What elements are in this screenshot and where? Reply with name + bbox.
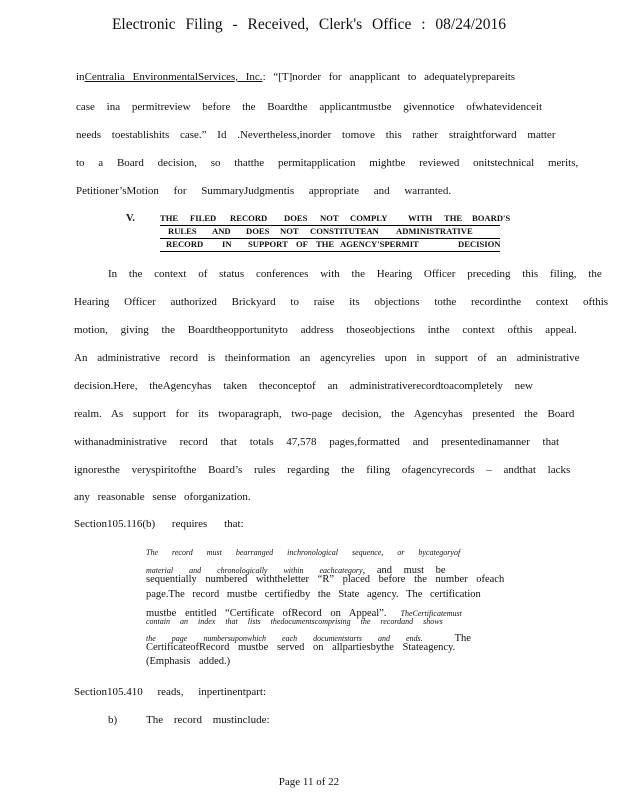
citation-intro: Section105.116(b) requires that:: [74, 518, 244, 530]
list-item-label: b): [108, 714, 118, 726]
quote-line: page.The record mustbe certifiedby the State agency. The certification: [146, 589, 481, 600]
body-line: Hearing Officer authorized Brickyard to raise its objections tothe recordinthe context ofthis: [74, 296, 609, 308]
body-line: any reasonable sense oforganization.: [74, 491, 251, 503]
heading-row: RULES AND DOES NOT CONSTITUTEAN ADMINISTRATIVE: [160, 226, 500, 239]
body-line: Petitioner’sMotion for SummaryJudgmentis appropriate and warranted.: [76, 185, 452, 197]
heading-row: RECORD IN SUPPORT OF THE AGENCY'SPERMIT DECISION: [160, 239, 500, 252]
quote-line: CertificateofRecord mustbe served on allpartiesbythe Stateagency.: [146, 642, 456, 653]
quote-line: material and chronologically within eachcategory, and must be: [146, 565, 446, 576]
body-line: motion, giving the Boardtheopportunityto address thoseobjections inthe context ofthis appeal.: [74, 324, 577, 336]
section-number: V.: [126, 213, 135, 224]
body-line: In the context of status conferences with the Hearing Officer preceding this filing, the: [108, 268, 602, 280]
quote-line: the page numbersuponwhich each documentstarts and ends. The: [146, 633, 471, 644]
document-header: Electronic Filing - Received, Clerk's Office : 08/24/2016: [111, 16, 507, 33]
case-citation: Centralia EnvironmentalServices, Inc.: [84, 71, 263, 83]
body-line: to a Board decision, so thatthe permitapplication mightbe reviewed onitstechnical merits,: [76, 157, 579, 169]
body-line: An administrative record is theinformation an agencyrelies upon in support of an administrative: [74, 352, 580, 364]
body-line: inCentralia EnvironmentalServices, Inc.: “[T]norder for anapplicant to adequatelyprepareits: [76, 71, 516, 83]
heading-row: THE FILED RECORD DOES NOT COMPLY WITH THE BOARD'S: [160, 213, 500, 226]
quote-line: (Emphasis added.): [146, 656, 231, 667]
body-line: case ina permitreview before the Boardthe applicantmustbe givennotice ofwhatevidenceit: [76, 101, 543, 113]
body-line: decision.Here, theAgencyhas taken theconceptof an administrativerecordtoacompletely new: [74, 380, 534, 392]
quote-line: The record must bearranged inchronological sequence, or bycategoryof: [146, 548, 461, 557]
page-number: Page 11 of 22: [278, 776, 340, 788]
list-item-text: The record mustinclude:: [146, 714, 270, 726]
citation-intro: Section105.410 reads, inpertinentpart:: [74, 686, 267, 698]
section-heading: [160, 213, 511, 252]
quote-line: mustbe entitled “Certificate ofRecord on Appeal”. TheCertificatemust: [146, 608, 462, 619]
body-line: withanadministrative record that totals 47,578 pages,formatted and presentedinamanner that: [74, 436, 560, 448]
body-line: ignoresthe veryspiritofthe Board’s rules regarding the filing ofagencyrecords – andthat lacks: [74, 464, 571, 476]
quote-line: sequentially numbered withtheletter “R” placed before the number ofeach: [146, 574, 505, 585]
body-line: needs toestablishits case.” Id .Nevertheless,inorder tomove this rather straightforward matter: [76, 129, 556, 141]
quote-line: contain an index that lists thedocumentscomprising the recordand shows: [146, 617, 443, 626]
body-line: realm. As support for its twoparagraph, two-page decision, the Agencyhas presented the Board: [74, 408, 575, 420]
